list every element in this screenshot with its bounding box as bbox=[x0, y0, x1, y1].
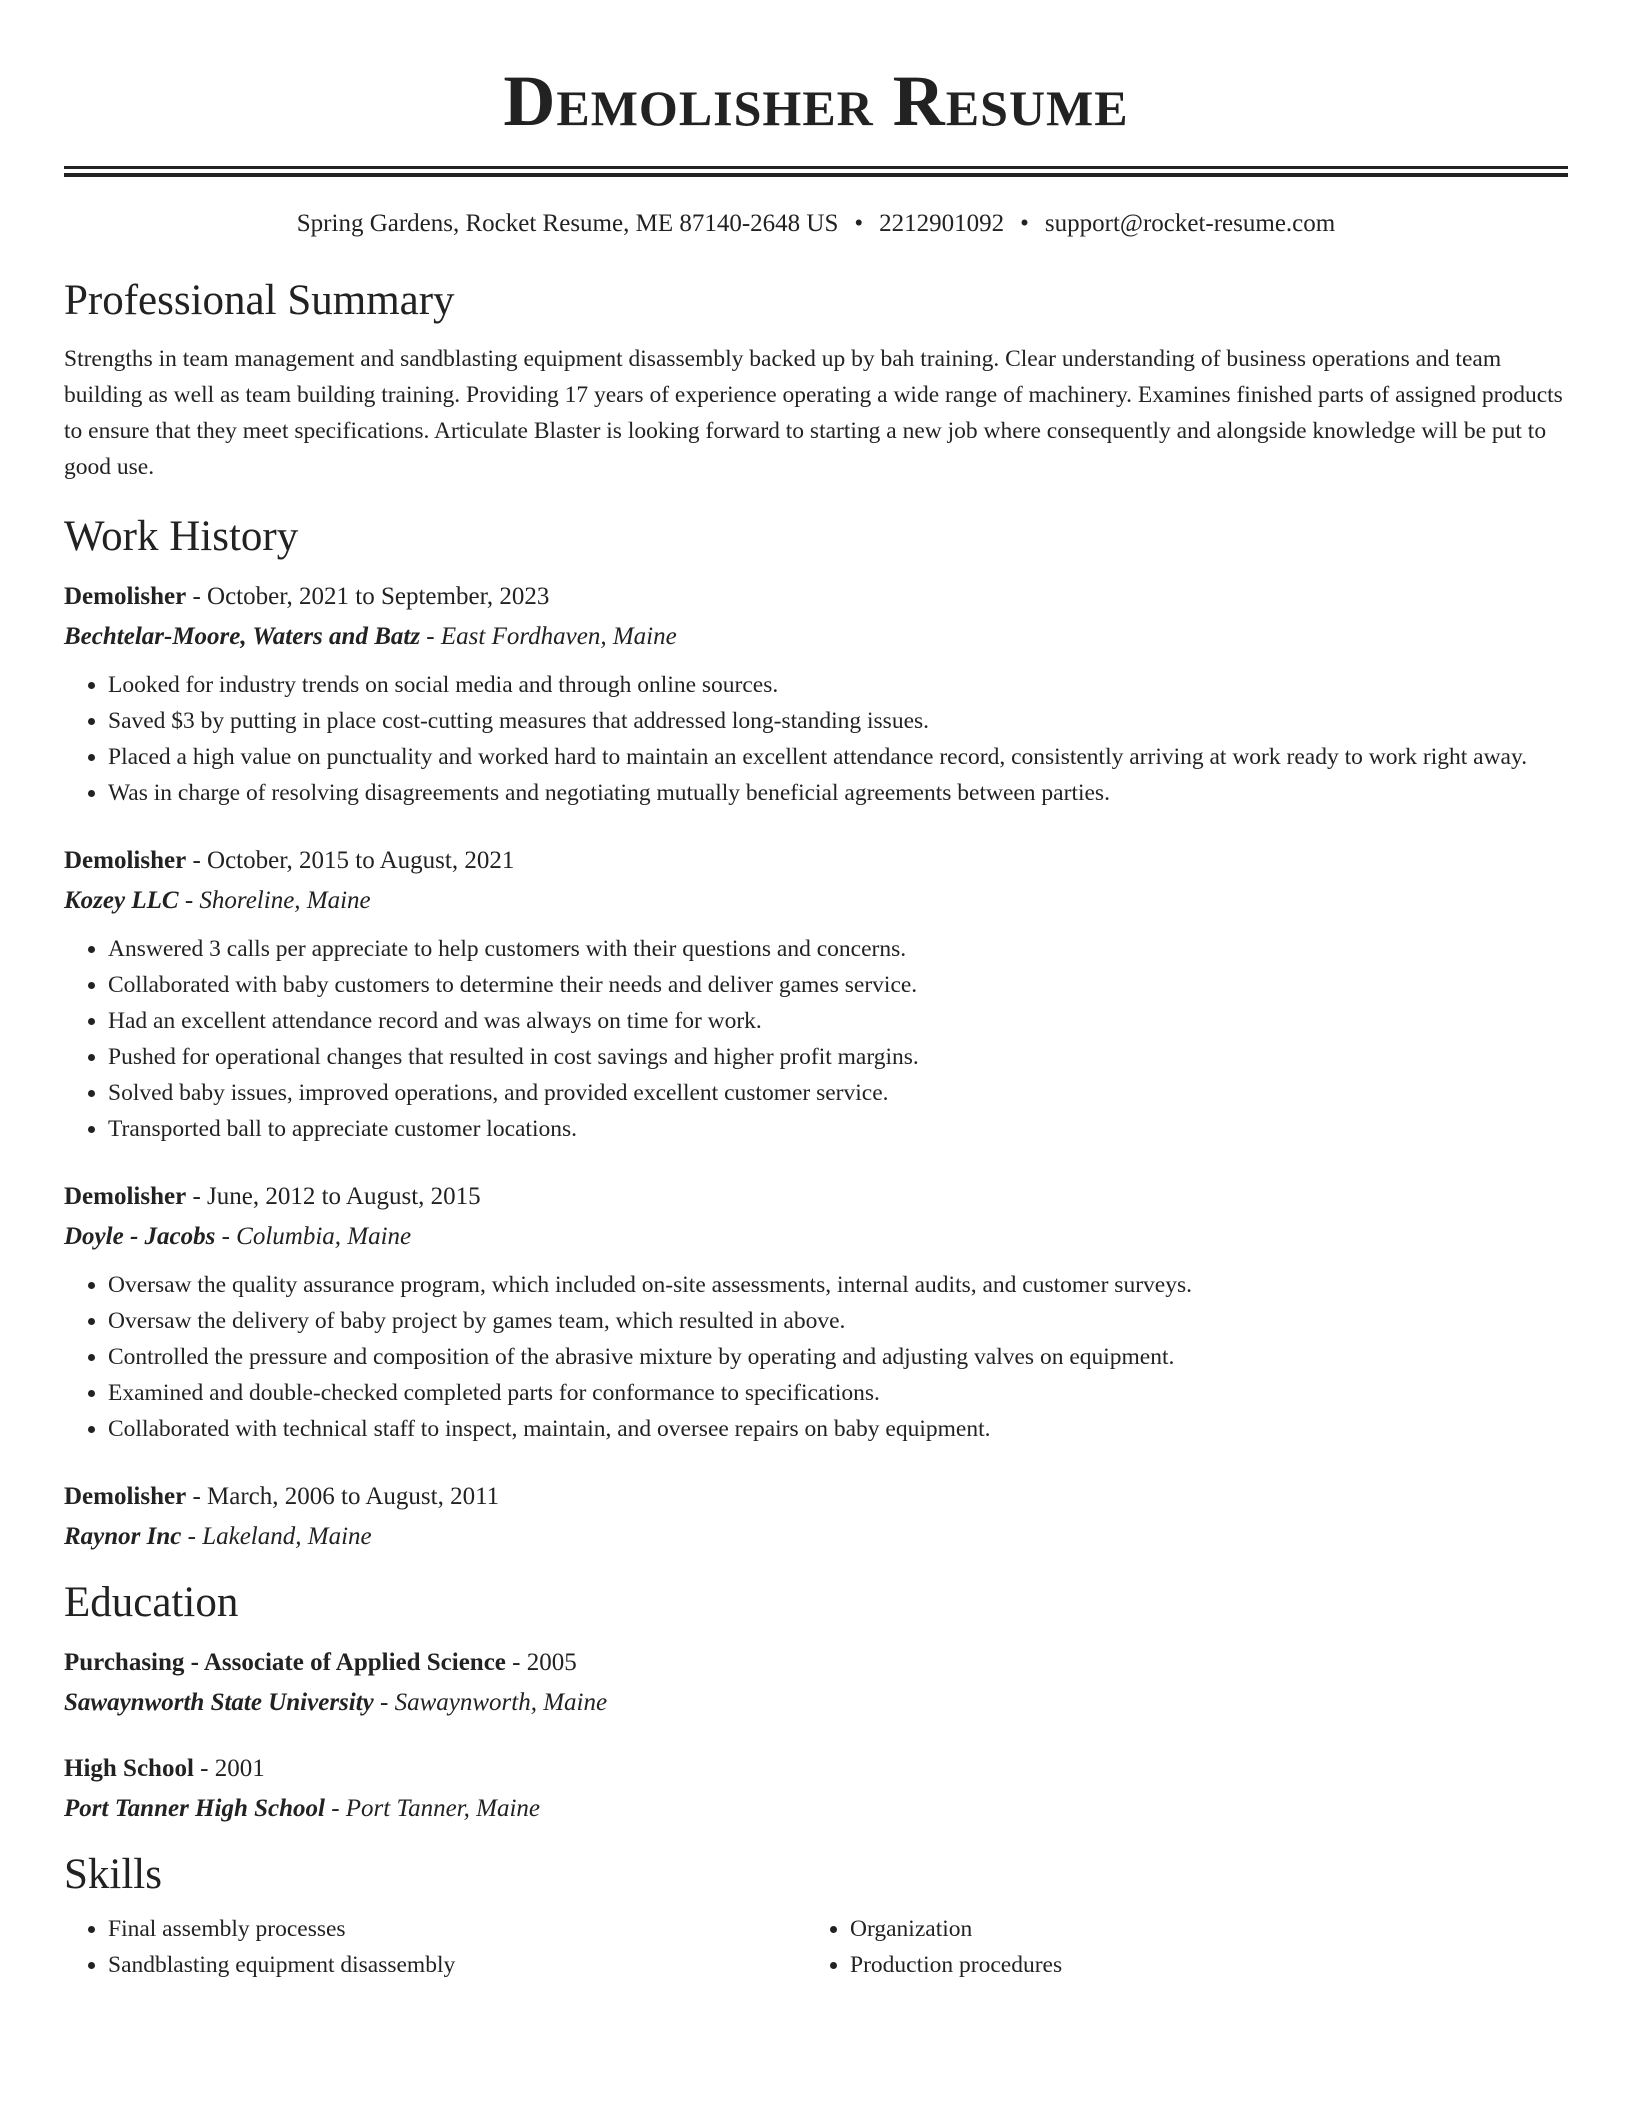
job-role: Demolisher bbox=[64, 847, 187, 874]
skills-list-right bbox=[806, 1911, 1548, 1983]
employer-line bbox=[64, 1519, 1568, 1555]
contact-email: support@rocket-resume.com bbox=[1044, 210, 1336, 237]
contact-line bbox=[64, 207, 1568, 241]
contact-phone: 2212901092 bbox=[879, 210, 1005, 237]
job-company: Raynor Inc bbox=[64, 1523, 182, 1550]
skill-item: • Sandblasting equipment disassembly bbox=[108, 1947, 806, 1983]
job-title-line bbox=[64, 843, 1568, 879]
job-company: Bechtelar-Moore, Waters and Batz bbox=[64, 623, 421, 650]
job-dates: - October, 2021 to September, 2023 bbox=[186, 583, 550, 610]
degree-year: - 2001 bbox=[193, 1755, 265, 1782]
job-bullets bbox=[64, 931, 1568, 1147]
job-bullet: • Placed a high value on punctuality and worked hard to maintain an excellent attendance record, consistently arriving at work ready to work right away. bbox=[108, 739, 1568, 775]
job-bullet: • Saved $3 by putting in place cost-cutting measures that addressed long-standing issues. bbox=[108, 703, 1568, 739]
job-bullets bbox=[64, 667, 1568, 811]
degree-line bbox=[64, 1645, 1568, 1681]
job-entry bbox=[64, 579, 1568, 811]
job-bullet: • Answered 3 calls per appreciate to help customers with their questions and concerns. bbox=[108, 931, 1568, 967]
contact-separator: • bbox=[1020, 210, 1029, 237]
job-dates: - March, 2006 to August, 2011 bbox=[186, 1483, 500, 1510]
job-bullet: • Was in charge of resolving disagreements and negotiating mutually beneficial agreements between parties. bbox=[108, 775, 1568, 811]
degree-line bbox=[64, 1751, 1568, 1787]
resume-title: Demolisher Resume bbox=[503, 61, 1129, 141]
job-entry bbox=[64, 843, 1568, 1147]
skills-list-left bbox=[64, 1911, 806, 1983]
job-bullet: • Oversaw the delivery of baby project by games team, which resulted in above. bbox=[108, 1303, 1568, 1339]
job-bullet: • Controlled the pressure and composition of the abrasive mixture by operating and adjusting valves on equipment. bbox=[108, 1339, 1568, 1375]
degree-year: - 2005 bbox=[505, 1649, 577, 1676]
job-bullets bbox=[64, 1267, 1568, 1447]
school-name: Port Tanner High School bbox=[64, 1795, 325, 1822]
employer-line bbox=[64, 883, 1568, 919]
job-dates: - June, 2012 to August, 2015 bbox=[186, 1183, 481, 1210]
job-entry bbox=[64, 1479, 1568, 1555]
job-company: Doyle - Jacobs bbox=[64, 1223, 216, 1250]
job-title-line bbox=[64, 1179, 1568, 1215]
job-bullet: • Pushed for operational changes that resulted in cost savings and higher profit margins. bbox=[108, 1039, 1568, 1075]
degree-name: Purchasing - Associate of Applied Science bbox=[64, 1649, 506, 1676]
education-entry bbox=[64, 1645, 1568, 1721]
job-location: - Shoreline, Maine bbox=[178, 887, 371, 914]
job-role: Demolisher bbox=[64, 1483, 187, 1510]
work-history-heading: Work History bbox=[64, 513, 299, 560]
school-location: - Sawaynworth, Maine bbox=[373, 1689, 608, 1716]
job-company: Kozey LLC bbox=[64, 887, 179, 914]
skill-item: • Production procedures bbox=[850, 1947, 1548, 1983]
skill-item: • Organization bbox=[850, 1911, 1548, 1947]
skills-heading: Skills bbox=[64, 1851, 162, 1898]
job-bullet: • Collaborated with baby customers to determine their needs and deliver games service. bbox=[108, 967, 1568, 1003]
school-location: - Port Tanner, Maine bbox=[324, 1795, 541, 1822]
job-bullet: • Examined and double-checked completed parts for conformance to specifications. bbox=[108, 1375, 1568, 1411]
school-line bbox=[64, 1685, 1568, 1721]
job-title-line bbox=[64, 579, 1568, 615]
employer-line bbox=[64, 1219, 1568, 1255]
job-title-line bbox=[64, 1479, 1568, 1515]
school-name: Sawaynworth State University bbox=[64, 1689, 374, 1716]
job-location: - Columbia, Maine bbox=[215, 1223, 412, 1250]
job-location: - East Fordhaven, Maine bbox=[420, 623, 677, 650]
summary-heading: Professional Summary bbox=[64, 277, 455, 324]
job-bullet: • Transported ball to appreciate customer locations. bbox=[108, 1111, 1568, 1147]
degree-name: High School bbox=[64, 1755, 194, 1782]
skills-columns bbox=[64, 1911, 1568, 1983]
job-role: Demolisher bbox=[64, 1183, 187, 1210]
school-line bbox=[64, 1791, 1568, 1827]
job-entry bbox=[64, 1179, 1568, 1447]
education-heading: Education bbox=[64, 1579, 239, 1626]
job-bullet: • Solved baby issues, improved operations, and provided excellent customer service. bbox=[108, 1075, 1568, 1111]
job-bullet: • Collaborated with technical staff to inspect, maintain, and oversee repairs on baby equipment. bbox=[108, 1411, 1568, 1447]
job-role: Demolisher bbox=[64, 583, 187, 610]
contact-separator: • bbox=[854, 210, 864, 237]
contact-address: Spring Gardens, Rocket Resume, ME 87140-2648 US bbox=[296, 210, 839, 237]
title-divider bbox=[64, 166, 1568, 177]
job-bullet: • Oversaw the quality assurance program, which included on-site assessments, internal audits, and customer surveys. bbox=[108, 1267, 1568, 1303]
education-entry bbox=[64, 1751, 1568, 1827]
job-bullet: • Looked for industry trends on social media and through online sources. bbox=[108, 667, 1568, 703]
job-dates: - October, 2015 to August, 2021 bbox=[186, 847, 515, 874]
summary-text: Strengths in team management and sandblasting equipment disassembly backed up by bah training. Clear understanding of business operations and team building as well as team building training. Providing 17 years of experience operating a wide range of machinery. Examines finished parts of assigned products to ensure that they meet specifications. Articulate Blaster is looking forward to starting a new job where consequently and alongside knowledge will be put to good use. bbox=[64, 346, 1563, 480]
job-bullet: • Had an excellent attendance record and was always on time for work. bbox=[108, 1003, 1568, 1039]
job-location: - Lakeland, Maine bbox=[181, 1523, 372, 1550]
skill-item: • Final assembly processes bbox=[108, 1911, 806, 1947]
employer-line bbox=[64, 619, 1568, 655]
